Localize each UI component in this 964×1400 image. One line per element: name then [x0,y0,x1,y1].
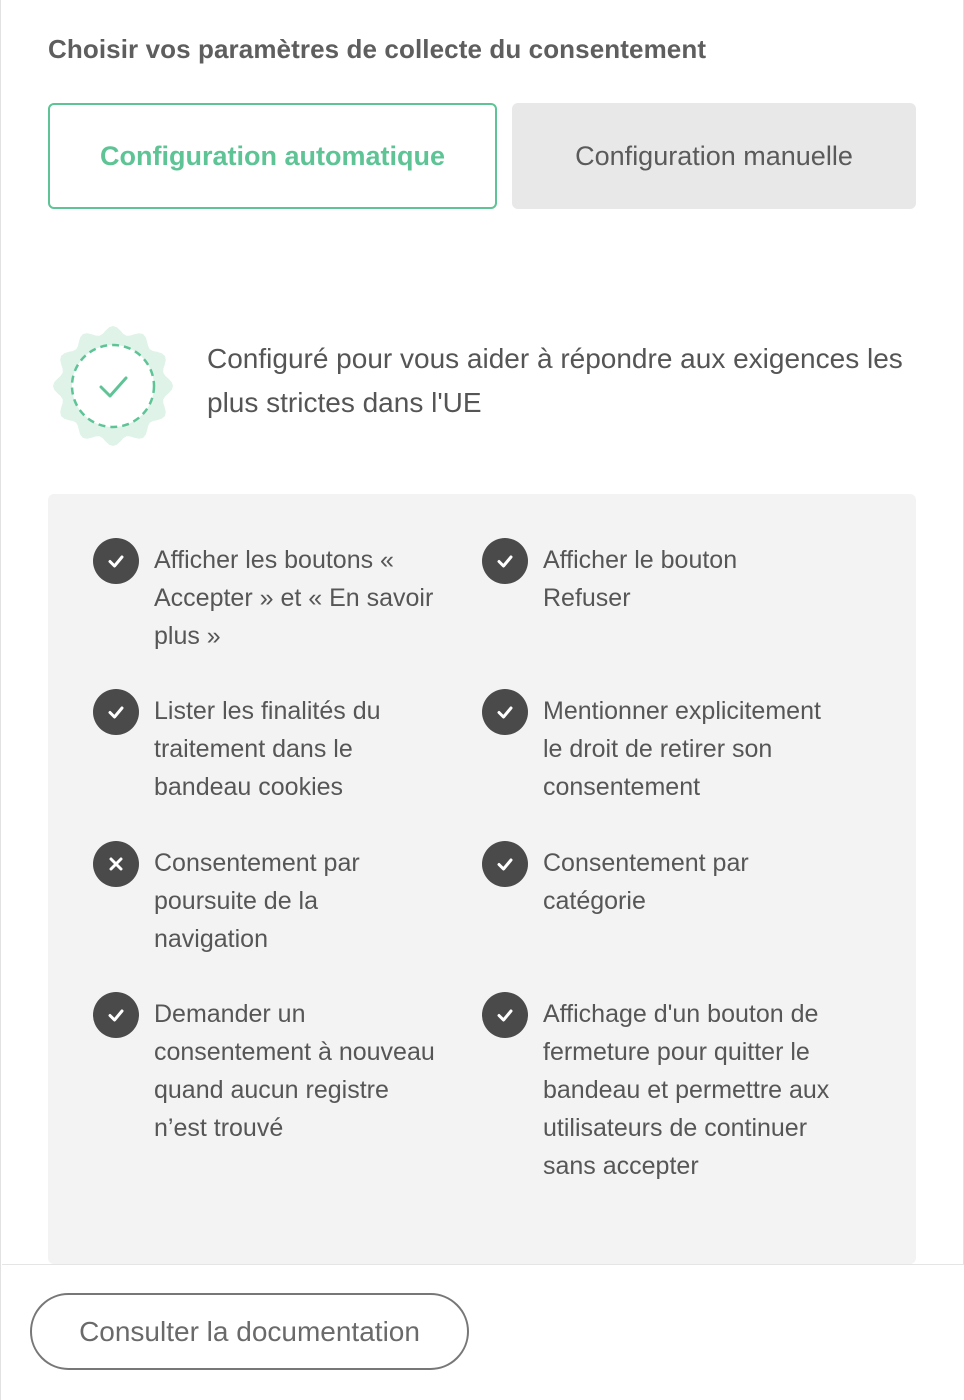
check-circle-icon [482,538,528,584]
feature-item [482,692,852,806]
check-circle-icon [482,841,528,887]
feature-label: Afficher les boutons « Accepter » et « En savoir plus » [154,546,434,650]
feature-label: Consentement par poursuite de la navigation [154,849,360,953]
feature-item [482,541,852,617]
feature-label: Mentionner explicitement le droit de retirer son consentement [543,697,821,801]
configuration-tagline: Configuré pour vous aider à répondre aux exigences les plus strictes dans l'UE [207,343,903,418]
check-circle-icon [93,992,139,1038]
tab-manual-configuration[interactable]: Configuration manuelle [512,103,916,209]
seal-check-icon [53,326,173,446]
feature-label: Lister les finalités du traitement dans le bandeau cookies [154,697,381,801]
section-heading: Choisir vos paramètres de collecte du consentement [48,34,707,64]
check-circle-icon [93,689,139,735]
tab-automatic-configuration[interactable]: Configuration automatique [48,103,497,209]
check-circle-icon [482,689,528,735]
feature-label: Consentement par catégorie [543,849,749,915]
check-circle-icon [482,992,528,1038]
feature-label: Afficher le bouton Refuser [543,546,738,612]
feature-item [93,541,443,655]
feature-label: Demander un consentement à nouveau quand aucun registre n’est trouvé [154,1000,435,1142]
feature-item [93,844,443,958]
feature-label: Affichage d'un bouton de fermeture pour quitter le bandeau et permettre aux utilisateurs de continuer sans accepter [543,1000,830,1180]
features-list [48,494,916,1264]
check-circle-icon [93,538,139,584]
documentation-button[interactable]: Consulter la documentation [30,1293,469,1370]
feature-item [93,995,443,1147]
feature-item [93,692,443,806]
feature-item [482,995,852,1185]
cross-circle-icon [93,841,139,887]
feature-item [482,844,852,920]
